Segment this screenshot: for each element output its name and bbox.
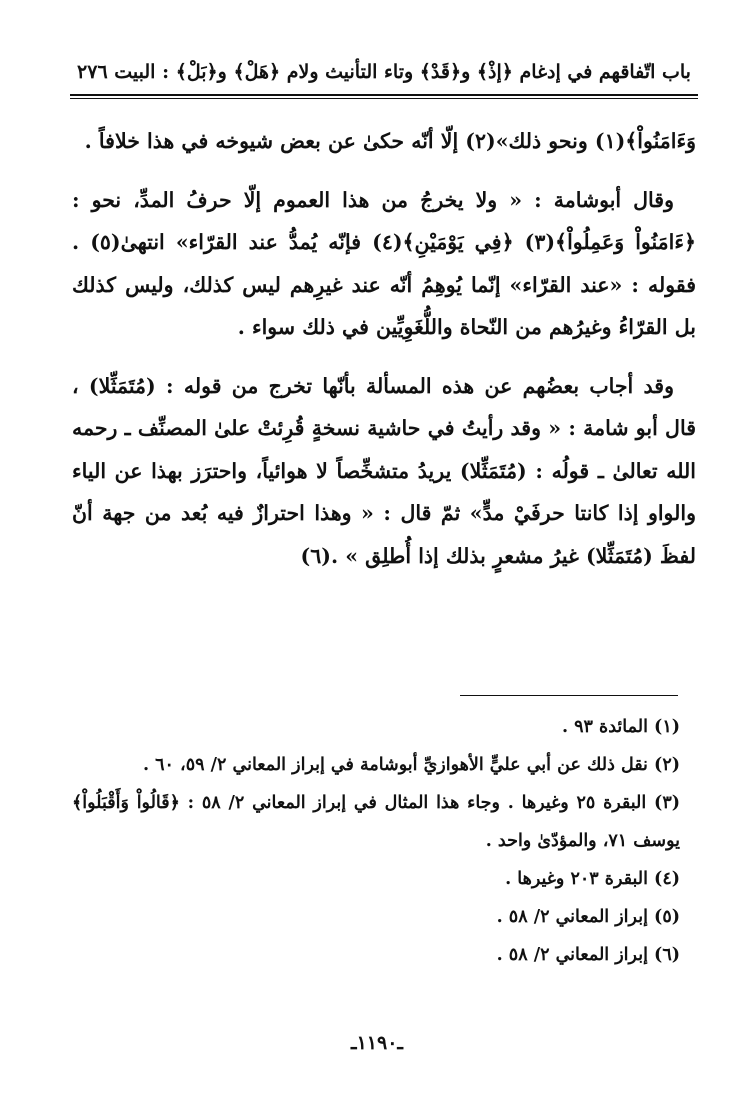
footnote-separator (460, 695, 678, 696)
header-rule (70, 94, 698, 99)
footnote: (٤) البقرة ٢٠٣ وغيرها . (505, 869, 680, 889)
paragraph: وَءَامَنُواْ﴾(١) ونحو ذلك»(٢) إلّا أنّه حكىٰ عن بعض شيوخه في هذا خلافاً . (84, 129, 696, 153)
footnote: (١) المائدة ٩٣ . (561, 717, 680, 737)
footnote: (٥) إبراز المعاني ٢/ ٥٨ . (496, 907, 680, 927)
paragraph: وقال أبوشامة : « ولا يخرجُ من هذا العموم إلّا حرفُ المدِّ، نحو : ﴿ءَامَنُواْ وَعَمِلُواْ﴾(٣) ﴿فِي يَوْمَيْنِ﴾(٤) فإنّه يُمدُّ عند القرّاء» انتهىٰ(٥) . فقوله : «عند القرّاء» إنّما يُوهِمُ أنّه عند غيرِهم ليس كذلك، وليس كذلك بل القرّاءُ وغيرُهم من النّحاة واللُّغَوِيِّين في ذلك سواء . (72, 187, 696, 339)
footnote: (٢) نقل ذلك عن أبي عليٍّ الأهوازيِّ أبوشامة في إبراز المعاني ٢/ ٥٩، ٦٠ . (142, 755, 680, 775)
page-number: ـ١١٩٠ـ (351, 1032, 403, 1054)
footnote: (٣) البقرة ٢٥ وغيرها . وجاء هذا المثال في إبراز المعاني ٢/ ٥٨ : ﴿قَالُواْ وَأَقْبَلُواْ﴾ يوسف ٧١، والمؤدّىٰ واحد . (72, 793, 680, 851)
running-header: باب اتّفاقهم في إدغام ﴿إذْ﴾ و﴿قَدْ﴾ وتاء التأنيث ولام ﴿هَلْ﴾ و﴿بَلْ﴾ : البيت ٢٧٦ (77, 61, 691, 83)
main-text (72, 120, 696, 593)
footnote: (٦) إبراز المعاني ٢/ ٥٨ . (496, 945, 680, 965)
footnotes (72, 708, 680, 974)
paragraph: وقد أجاب بعضُهم عن هذه المسألة بأنّها تخرج من قوله : (مُتَمَثِّلا) ، قال أبو شامة : « وقد رأيتُ في حاشية نسخةٍ قُرِئتْ علىٰ المصنِّف ـ رحمه الله تعالىٰ ـ قولُه : (مُتَمَثِّلا) يريدُ متشخِّصاً لا هوائياً، واحترَز بهذا عن الياء والواو إذا كانتا حرفَيْ مدٍّ» ثمّ قال : « وهذا احترازٌ فيه بُعد من جهة أنّ لفظَ (مُتَمَثِّلا) غيرُ مشعرٍ بذلك إذا أُطلِق » .(٦) (72, 373, 696, 568)
